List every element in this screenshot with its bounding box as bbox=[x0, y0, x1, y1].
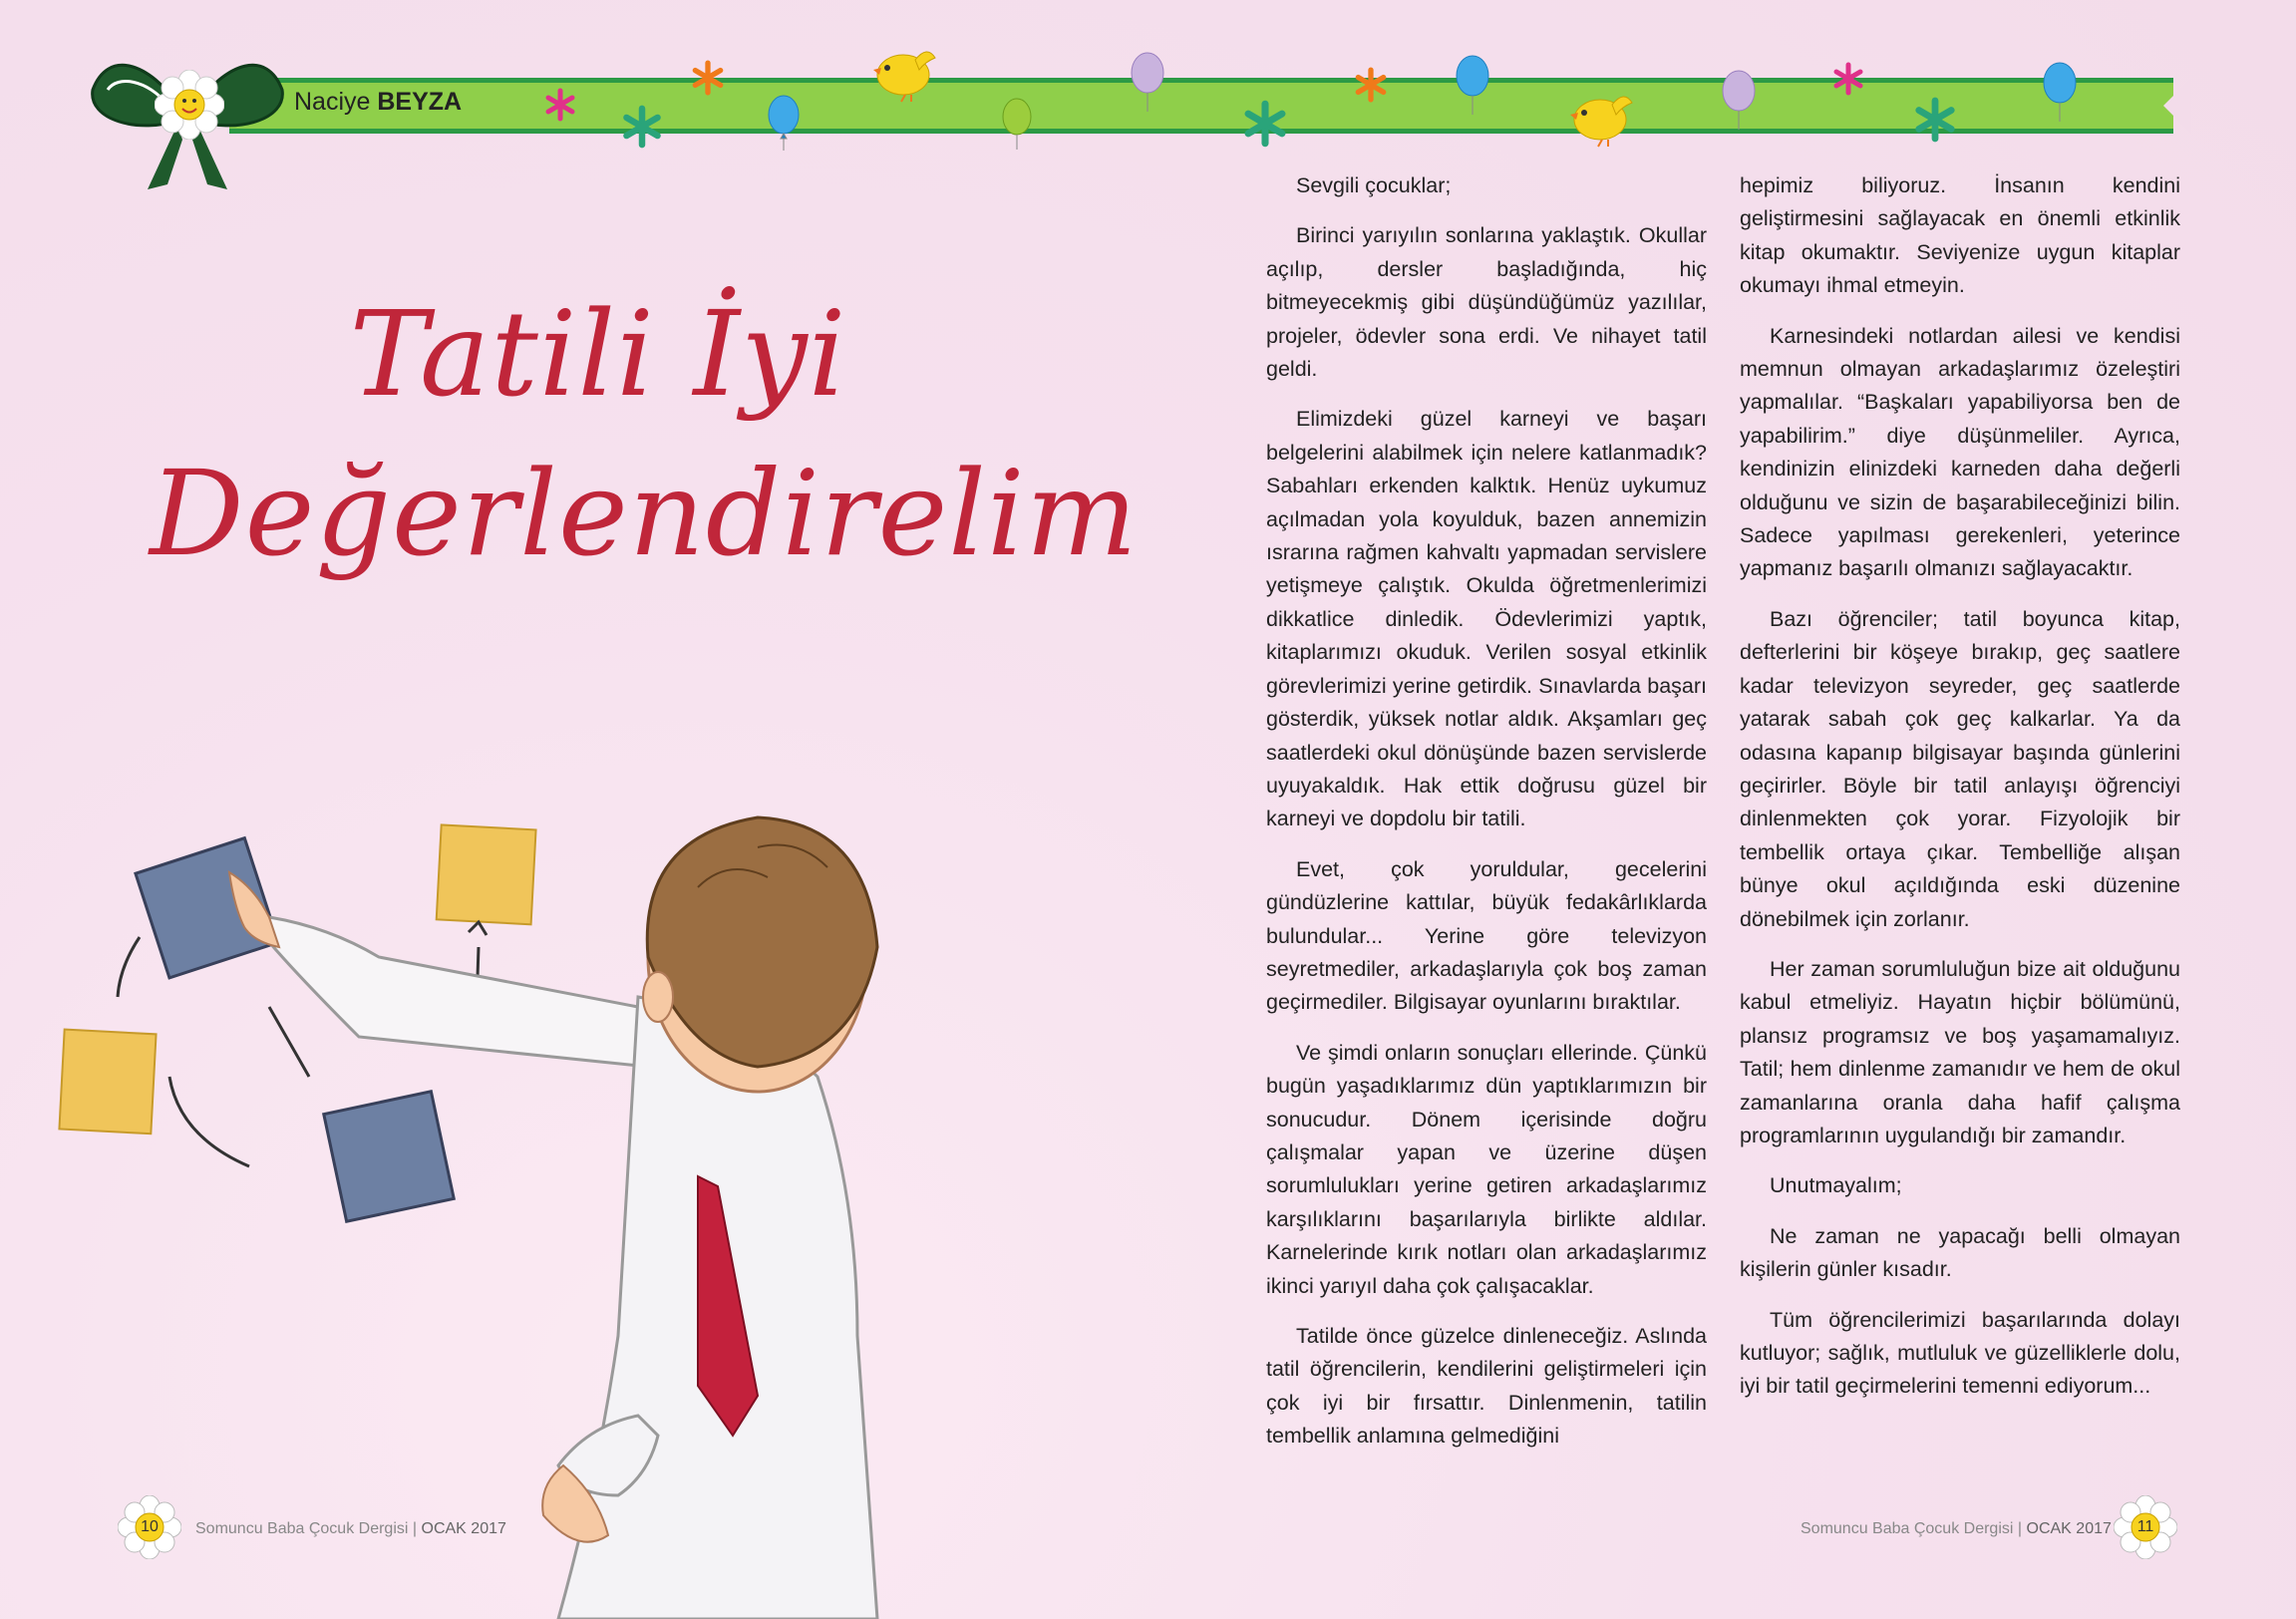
paragraph: Tüm öğrencilerimizi başarılarında dolayı kutluyor; sağlık, mutluluk ve güzelliklerle dolu, iyi bir tatil geçirmelerini temenni ediyorum... bbox=[1740, 1307, 2180, 1399]
boy-with-notes-illustration bbox=[0, 778, 1077, 1619]
right-text-column bbox=[1740, 169, 2180, 1421]
title-line-1: Tatili İyi bbox=[349, 285, 847, 423]
paragraph: hepimiz biliyoruz. İnsanın kendini geliştirmesini sağlayacak en önemli etkinlik kitap okumaktır. Seviyenize uygun kitaplar okumayı ihmal etmeyin. bbox=[1740, 173, 2180, 298]
separator: | bbox=[2017, 1520, 2023, 1537]
sticky-note bbox=[437, 824, 536, 924]
title-line-2: Değerlendirelim bbox=[150, 445, 1139, 582]
paragraph: Birinci yarıyılın sonlarına yaklaştık. Okullar açılıp, dersler başladığında, hiç bitmeyecekmiş gibi düşündüğümüz yazılılar, projeler, ödevler sona erdi. Ve nihayet tatil geldi. bbox=[1266, 223, 1707, 382]
sticky-note bbox=[324, 1092, 454, 1221]
balloon-icon bbox=[1454, 55, 1491, 115]
paragraph: Bazı öğrenciler; tatil boyunca kitap, defterlerini bir köşeye bırakıp, geç saatlere kadar televizyon seyreder, geç saatlerde yatarak sabah çok geç kalkarlar. Ya da odasına kapanıp bilgisayar başında günlerini geçirirler. Böyle bir tatil anlayışı öğrenciyi dinlenmekten çok yorar. Fizyolojik bir tembellik ortaya çıkar. Tembelliğe alışan bünye okul açıldığında eski düzenine dönebilmek için zorlanır. bbox=[1740, 606, 2180, 931]
paragraph: Her zaman sorumluluğun bize ait olduğunu kabul etmeliyiz. Hayatın hiçbir bölümünü, plansız programsız ve boş yaşamamalıyız. Tatil; hem dinlenme zamanıdır ve hem de okul zamanlarına oranla daha hafif çalışma programlarının uygulandığı bir zamandır. bbox=[1740, 956, 2180, 1147]
issue: OCAK 2017 bbox=[421, 1520, 506, 1537]
paragraph: Karnesindeki notlardan ailesi ve kendisi memnun olmayan arkadaşlarımız özeleştiri yapmalılar. “Başkaları yapabiliyorsa ben de yapabilirim.” diye düşünmeliler. Ayrıca, kendinizin elinizdeki karneden daha değerli olduğunu ve sizin de başarabileceğinizi bilin. Sadece yapılması gerekenleri, yeterince yapmanız başarılı olmanızı sağlayacaktır. bbox=[1740, 323, 2180, 581]
page-number-right: 11 bbox=[2136, 1518, 2154, 1535]
author-name bbox=[294, 88, 462, 117]
issue: OCAK 2017 bbox=[2026, 1520, 2112, 1537]
smiley-flower-icon bbox=[155, 70, 224, 140]
paragraph: Sevgili çocuklar; bbox=[1296, 173, 1452, 197]
paragraph: Ve şimdi onların sonuçları ellerinde. Çünkü bugün yaşadıklarımız dün yaptıklarımızın bir sonucudur. Dönem içerisinde doğru çalışmalar yapan ve üzerine düşen sorumlulukları yerine getiren arkadaşlarımız karşılıklarını başarılarıyla birlikte aldılar. Karnelerinde kırık notları olan arkadaşlarımız ikinci yarıyıl daha çok çalışacaklar. bbox=[1266, 1040, 1707, 1298]
balloon-icon bbox=[1129, 52, 1166, 112]
asterisk-flower-icon bbox=[543, 88, 577, 122]
page-number-left: 10 bbox=[141, 1518, 159, 1535]
footer-right bbox=[1801, 1520, 2112, 1538]
article-title bbox=[150, 274, 1139, 593]
asterisk-flower-icon bbox=[1353, 67, 1389, 103]
asterisk-flower-icon bbox=[1912, 97, 1958, 143]
balloon-icon bbox=[1000, 98, 1034, 150]
paragraph: Elimizdeki güzel karneyi ve başarı belgelerini alabilmek için nelere katlanmadık? Sabahları erkenden kalktık. Henüz uykumuz açılmadan yola koyulduk, bazen annemizin ısrarına rağmen kahvaltı yapmadan servislere yetişmeye çalıştık. Okulda öğretmenlerimizi dikkatlice dinledik. Ödevlerimizi yaptık, kitaplarımızı okuduk. Verilen sosyal etkinlik görevlerimizi yerine getirdik. Sınavlarda başarı gösterdik, yüksek notlar aldık. Akşamları geç saatlerdeki okul dönüşünde bazen servislerde uyuyakaldık. Hak ettik doğrusu güzel bir karneyi ve dopdolu bir tatili. bbox=[1266, 407, 1707, 831]
magazine-name: Somuncu Baba Çocuk Dergisi bbox=[195, 1520, 409, 1537]
bird-icon bbox=[1562, 85, 1642, 150]
ribbon-notch bbox=[2163, 78, 2191, 134]
balloon-icon bbox=[766, 95, 802, 151]
header-ribbon bbox=[229, 78, 2173, 134]
balloon-icon bbox=[1720, 70, 1758, 130]
footer-left bbox=[195, 1520, 506, 1538]
magazine-name: Somuncu Baba Çocuk Dergisi bbox=[1801, 1520, 2014, 1537]
left-text-column bbox=[1266, 169, 1707, 1470]
sticky-note bbox=[59, 1030, 156, 1134]
separator: | bbox=[412, 1520, 418, 1537]
paragraph: Unutmayalım; bbox=[1770, 1173, 1902, 1198]
asterisk-flower-icon bbox=[620, 105, 664, 149]
paragraph: Ne zaman ne yapacağı belli olmayan kişilerin günler kısadır. bbox=[1740, 1223, 2180, 1282]
paragraph: Tatilde önce güzelce dinleneceğiz. Aslında tatil öğrencilerin, kendilerini geliştirmeleri için çok iyi bir fırsattır. Dinlenmenin, tatilin tembellik anlamına gelmediğini bbox=[1266, 1324, 1707, 1449]
asterisk-flower-icon bbox=[690, 60, 726, 96]
author-last: BEYZA bbox=[377, 88, 463, 116]
balloon-icon bbox=[2041, 62, 2079, 122]
bird-icon bbox=[865, 40, 945, 105]
asterisk-flower-icon bbox=[1241, 100, 1289, 148]
author-first: Naciye bbox=[294, 88, 371, 116]
asterisk-flower-icon bbox=[1831, 62, 1865, 96]
paragraph: Evet, çok yoruldular, gecelerini gündüzlerine kattılar, büyük fedakârlıklarda bulundular... Yerine göre televizyon seyretmediler, arkadaşlarıyla çok boş zaman geçirmediler. Bilgisayar oyunlarını bıraktılar. bbox=[1266, 856, 1707, 1015]
